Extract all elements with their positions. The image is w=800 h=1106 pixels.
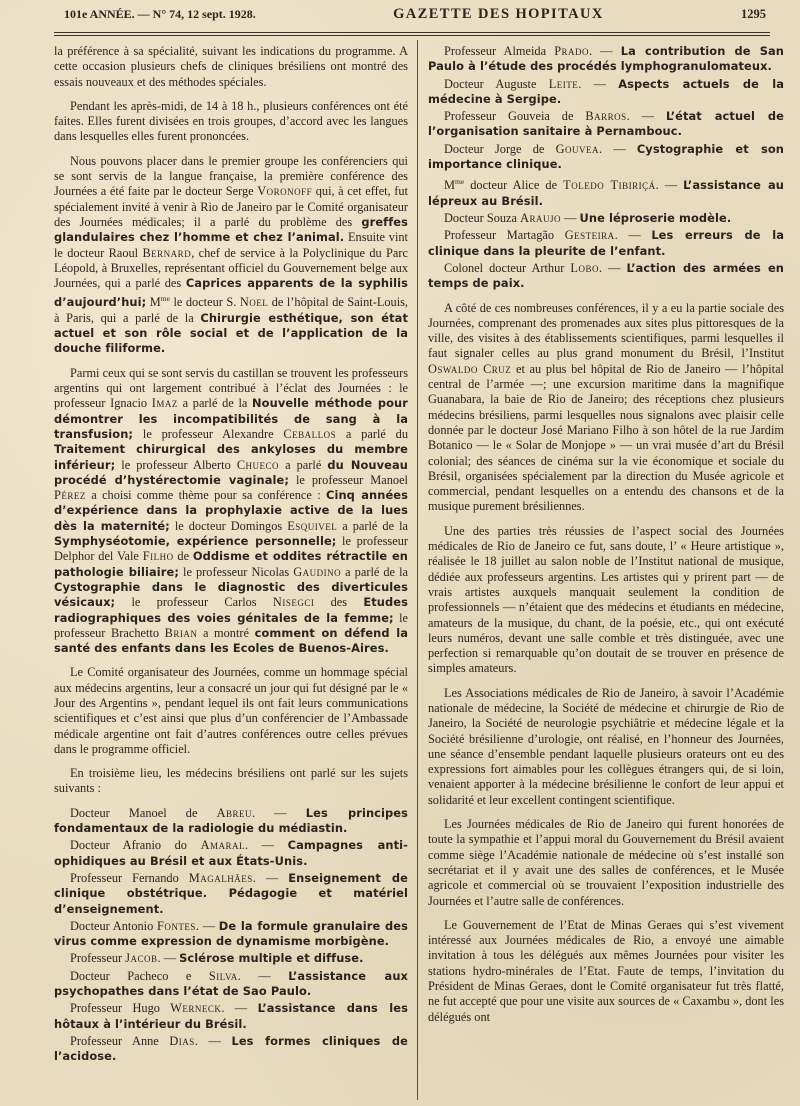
person-name: Gaudino: [293, 564, 342, 579]
bold-title: Cystographie et son importance clinique.: [428, 141, 784, 172]
text-run: Une des parties très réussies de l’aspect social des Journées médicales de Rio de Janeiro ce fut, sans doute, l’ « Heure artistique », réalisée le 18 juillet au salon noble de l’Institut national de musique, dédiée aux professeurs argentins. Les artistes qui y prirent part — de vrais artistes auxquels manquait seulement la condition de professionnels — n’étaient que des médecins et étudiants en médecine, amateurs de la musique, du chant, de la poésie, etc., qui ont exécuté leurs numéros, devant une salle comble et très distinguée, avec une perfection si remarquable qu’on doutait de se trouver en présence de simples amateurs.: [428, 523, 784, 676]
text-run: et au plus bel hôpital de Rio de Janeiro — l’hôpital central de l’armée —; une excursion maritime dans la magnifique Guanabara, la baie de Rio de Janeiro; des réceptions chez plusieurs médecins brésiliens, parmi lesquelles nous signalons avec plaisir celle donnée par le docteur José Mariano Filho à son hôtel de la rue Jardim Botanico — le « Solar de Monjope » — un vrai musée d’art du Brésil colonial; des séances de cinéma sur la vie économique et sociale du Brésil, organisées spécialement par la direction du Musée agricole et commercial, pendant lesquelles on a entendu des chansons et de la musique purement brésiliennes.: [428, 361, 784, 514]
text-run: Les Journées médicales de Rio de Janeiro qui furent honorées de toute la sympathie et l’appui moral du Gouvernement du Brésil avaient comme siège l’Académie nationale de médecine où s’est installé son secrétariat et il y avait une des salles de conférences, et le Musée agricole et commercial où se trouvaient l’exposition industrielle des Journées et l’autre salle de conférences.: [428, 817, 784, 908]
person-name: Nisegci: [272, 595, 315, 610]
right-paragraph: [428, 686, 784, 808]
text-run: . —: [245, 838, 288, 853]
bold-title: greffes glandulaires chez l’homme et chez l’animal.: [54, 214, 408, 245]
text-run: la préférence à sa spécialité, suivant les indications du programme. A cette occasion plusieurs chefs de cliniques brésiliens ont montré des essais nouveaux et des méthodes spéciales.: [54, 44, 408, 89]
text-run: a choisi comme thème pour sa conférence :: [85, 488, 326, 503]
text-run: . —: [157, 951, 180, 966]
person-name: Bernard: [142, 245, 192, 260]
left-paragraph: [54, 766, 408, 797]
left-paragraph: [54, 1001, 408, 1032]
text-run: a parlé de la: [177, 396, 253, 411]
text-run: . —: [598, 260, 627, 275]
bold-title: L’assistance aux psychopathes dans l’état de Sao Paulo.: [54, 968, 408, 999]
text-run: Docteur Antonio: [70, 918, 157, 933]
text-run: Le Gouvernement de l’Etat de Minas Geraes qui s’est vivement intéressé aux Journées médicales de Rio, a envoyé une aimable invitation à tous les délégués aux mêmes Journées pour visiter les stations hydro-minérales de l’Etat. Faute de temps, l’invitation du Président de Minas Geraes, dont le Comité organisateur fut très flatté, ne fut accepté que pour une visite aux sources de « Caxambu », dont les délégués ont: [428, 917, 784, 1024]
person-name: Dias: [169, 1033, 195, 1048]
text-run: le professeur Nicolas: [179, 564, 294, 579]
text-run: Le Comité organisateur des Journées, comme un hommage spécial aux médecins argentins, leur a consacré un jour qui fut désigné par le « Jour des Argentins », pendant lequel ils ont fait leurs communications scientifiques et c’est ainsi que plus d’un conférencier de l’Ambassade médicale argentine ont fait d’autres conférences outre celles prévues dans le programme officiel.: [54, 665, 408, 756]
person-name: Fontes: [157, 918, 196, 933]
person-name: Toledo Tibiriçá: [563, 178, 656, 193]
left-paragraph: [54, 665, 408, 757]
text-run: . —: [237, 968, 289, 983]
text-run: de: [173, 549, 193, 564]
right-paragraph: [428, 228, 784, 259]
text-run: Professeur Fernando: [70, 870, 189, 885]
text-run: Docteur Pacheco e: [70, 968, 209, 983]
right-paragraph: [428, 211, 784, 226]
person-name: Werneck: [170, 1001, 222, 1016]
person-name: Pérez: [54, 488, 86, 503]
text-run: des: [314, 595, 364, 610]
left-paragraph: [54, 871, 408, 917]
bold-title: Une léproserie modèle.: [579, 211, 732, 226]
left-paragraph: [54, 838, 408, 869]
bold-title: L’assistance au lépreux au Brésil.: [428, 178, 785, 208]
bold-title: Nouvelle méthode pour démontrer les incompatibilités de sang à la transfusion;: [54, 396, 408, 441]
person-name: Araujo: [520, 211, 562, 226]
person-name: Brian: [164, 625, 198, 640]
text-run: M: [146, 295, 161, 310]
left-paragraph: [54, 951, 408, 966]
bold-title: Enseignement de clinique obstétrique. Pédagogie et matériel d’enseignement.: [54, 870, 409, 916]
person-name: Filho: [142, 549, 174, 564]
right-column: [418, 44, 784, 1104]
bold-title: Cinq années d’expérience dans la prophylaxie active de la lues dès la maternité;: [54, 488, 408, 533]
left-paragraph: [54, 154, 408, 357]
text-run: Docteur Auguste: [444, 76, 549, 91]
text-run: Colonel docteur Arthur: [444, 260, 571, 275]
bold-title: Oddisme et oddites rétractile en pathologie biliaire;: [54, 549, 408, 579]
person-name: Gesteira: [564, 228, 615, 243]
text-run: Docteur Afranio do: [70, 838, 201, 853]
left-paragraph: [54, 969, 408, 1000]
text-run: . —: [252, 870, 289, 885]
page-number: 1295: [740, 7, 766, 21]
text-run: a parlé: [279, 457, 328, 472]
text-run: Professeur: [70, 951, 126, 966]
left-paragraph: [54, 1034, 408, 1065]
text-run: . —: [655, 178, 684, 193]
text-run: Ensuite vint le docteur Raoul: [54, 230, 408, 260]
person-name: Jacob: [125, 951, 158, 966]
bold-title: Les formes cliniques de l’acidose.: [54, 1033, 408, 1064]
text-run: . —: [194, 1033, 232, 1048]
text-run: . —: [252, 805, 306, 820]
text-run: le docteur Domingos: [169, 518, 288, 533]
bold-title: L’état actuel de l’organisation sanitaire à Pernambouc.: [428, 109, 784, 139]
text-run: Professeur Gouveia de: [444, 109, 586, 124]
person-name: Barros: [585, 109, 627, 124]
text-run: . —: [598, 141, 637, 156]
text-run: a parlé du: [336, 426, 409, 441]
text-run: —: [561, 211, 580, 226]
bold-title: La contribution de San Paulo à l’étude des procédés lymphogranulomateux.: [428, 44, 784, 74]
person-name: Prado: [554, 44, 590, 58]
text-columns: [54, 44, 785, 1104]
person-name: Chueco: [236, 457, 280, 472]
text-run: Professeur Hugo: [70, 1001, 171, 1016]
bold-title: Cystographie dans le diagnostic des diverticules vésicaux;: [54, 579, 408, 610]
person-name: Lobo: [570, 260, 599, 275]
running-header: [54, 6, 774, 30]
text-run: Professeur Martagão: [444, 228, 565, 243]
text-run: a montré: [197, 625, 255, 640]
text-run: Docteur Manoel de: [70, 805, 217, 820]
left-column: [54, 44, 417, 1104]
person-name: Silva: [208, 968, 238, 983]
right-paragraph: [428, 44, 784, 75]
text-run: qui, à cet effet, fut spécialement invité à venir à Rio de Janeiro par le Comité organisateur des Journées médicales; il a parlé du problème des: [54, 184, 408, 229]
right-paragraph: [428, 918, 784, 1025]
right-paragraph: [428, 301, 784, 515]
left-paragraph: [54, 44, 408, 90]
bold-title: De la formule granulaire des virus comme expression de dynamisme morbigène.: [54, 918, 408, 949]
person-name: Amaral: [200, 838, 245, 853]
right-paragraph: [428, 77, 784, 108]
person-name: Leite: [548, 76, 579, 91]
text-run: . —: [589, 44, 621, 58]
left-paragraph: [54, 99, 408, 145]
bold-title: Etudes radiographiques des voies génitales de la femme;: [54, 595, 408, 625]
left-paragraph: [54, 919, 408, 950]
bold-title: du Nouveau procédé d’hystérectomie vaginale;: [54, 457, 408, 487]
right-paragraph: [428, 109, 784, 140]
text-run: le docteur S.: [169, 295, 240, 310]
bold-title: Sclérose multiple et diffuse.: [179, 951, 364, 966]
text-run: . —: [614, 228, 652, 243]
header-rule-thin: [54, 35, 770, 36]
superscript-abbrev: me: [160, 294, 170, 304]
person-name: Voronoff: [257, 184, 313, 199]
journal-title: GAZETTE DES HOPITAUX: [393, 6, 604, 22]
text-run: , chef de service à la Polyclinique du Parc Léopold, à Bruxelles, représentant officiel du Gouvernement belge aux Journées, qui a parlé des: [54, 245, 408, 291]
bold-title: Caprices apparents de la syphilis d’aujourd’hui;: [54, 276, 408, 310]
text-run: a parlé de la: [341, 564, 408, 579]
bold-title: Traitement chirurgical des ankyloses du membre inférieur;: [54, 442, 408, 472]
text-run: M: [444, 178, 455, 193]
text-run: le professeur Manoel: [288, 472, 408, 487]
person-name: Ceballos: [283, 426, 337, 441]
bold-title: Symphyséotomie, expérience personnelle;: [54, 534, 337, 549]
text-run: le professeur Carlos: [115, 595, 273, 610]
person-name: Abreu: [216, 805, 253, 820]
text-run: En troisième lieu, les médecins brésiliens ont parlé sur les sujets suivants :: [54, 766, 408, 796]
bold-title: Les principes fondamentaux de la radiologie du médiastin.: [54, 805, 409, 836]
bold-title: Chirurgie esthétique, son état actuel et son rôle social et de l’application de la douche filiforme.: [54, 310, 408, 356]
right-paragraph: [428, 261, 784, 292]
right-paragraph: [428, 817, 784, 909]
text-run: . —: [195, 918, 219, 933]
person-name: Noel: [239, 295, 269, 310]
superscript-abbrev: me: [454, 177, 465, 187]
left-paragraph: [54, 366, 408, 657]
bold-title: Campagnes anti-ophidiques au Brésil et aux États-Unis.: [54, 838, 408, 868]
left-paragraph: [54, 806, 408, 837]
text-run: le professeur Alexandre: [133, 426, 284, 441]
person-name: Imaz: [151, 396, 178, 411]
text-run: Nous pouvons placer dans le premier groupe les conférenciers qui se sont servis de la langue française, la première conférence des Journées a été faite par le docteur Serge: [54, 153, 408, 199]
text-run: A côté de ces nombreuses conférences, il y a eu la partie sociale des Journées, comprenant des promenades aux sites plus pittoresques de la ville, des visites à des établissements scientifiques, parmi lesquelles il faut signaler celles au plus grand monument du Brésil, l’Institut: [428, 300, 784, 361]
bold-title: comment on défend la santé des enfants dans les Ecoles de Buenos-Aires.: [54, 625, 409, 656]
right-paragraph: [428, 174, 784, 209]
text-run: . —: [578, 76, 619, 91]
person-name: Oswaldo Cruz: [428, 361, 512, 376]
text-run: le professeur Delphor del Vale: [54, 534, 408, 564]
text-run: Docteur Souza: [444, 211, 521, 226]
text-run: le professeur Brachetto: [54, 610, 408, 640]
text-run: a parlé de la: [337, 518, 408, 533]
bold-title: Aspects actuels de la médecine à Sergipe.: [428, 76, 784, 106]
text-run: . —: [221, 1001, 258, 1016]
bold-title: L’assistance dans les hôtaux à l’intérieur du Brésil.: [54, 1001, 408, 1031]
person-name: Magalhães: [188, 870, 253, 885]
text-run: docteur Alice de: [464, 178, 564, 193]
text-run: Professeur Almeida: [444, 44, 555, 58]
header-rule: [54, 32, 770, 33]
text-run: Parmi ceux qui se sont servis du castillan se trouvent les professeurs argentins qui ont largement contribué à l’éclat des Journées : le professeur Ignacio: [54, 365, 408, 411]
text-run: de l’hôpital de Saint-Louis, à Paris, qui a parlé de la: [54, 295, 409, 325]
text-run: le professeur Alberto: [115, 457, 237, 472]
bold-title: Les erreurs de la clinique dans la pleurite de l’enfant.: [428, 228, 785, 258]
bold-title: L’action des armées en temps de paix.: [428, 260, 784, 291]
text-run: Les Associations médicales de Rio de Janeiro, à savoir l’Académie nationale de médecine, la Société de médecine et chirurgie de Rio de Janeiro, la Société de neurologie psychiâtrie et médecine légale et la Société brésilienne d’urologie, ont réalisé, en l’honneur des Journées, une séance d’ensemble pendant laquelle plusieurs orateurs ont eu des expressions fort aimables pour les collègues étrangers qui, de si loin, venaient apporter à la médecine brésilienne le confort de leur appui et solidarité et leur excellent contingent scientifique.: [428, 685, 784, 807]
text-run: . —: [626, 109, 666, 124]
issue-info: 101e ANNÉE. — N° 74, 12 sept. 1928.: [64, 7, 256, 21]
text-run: Pendant les après-midi, de 14 à 18 h., plusieurs conférences ont été faites. Elles furent divisées en trois groupes, d’accord avec les langues dans lesquelles elles furent prononcées.: [54, 98, 408, 144]
person-name: Gouvea: [555, 141, 599, 156]
right-paragraph: [428, 524, 784, 677]
person-name: Esquivel: [287, 518, 338, 533]
text-run: Docteur Jorge de: [444, 141, 556, 156]
text-run: Professeur Anne: [70, 1033, 170, 1048]
right-paragraph: [428, 142, 784, 173]
